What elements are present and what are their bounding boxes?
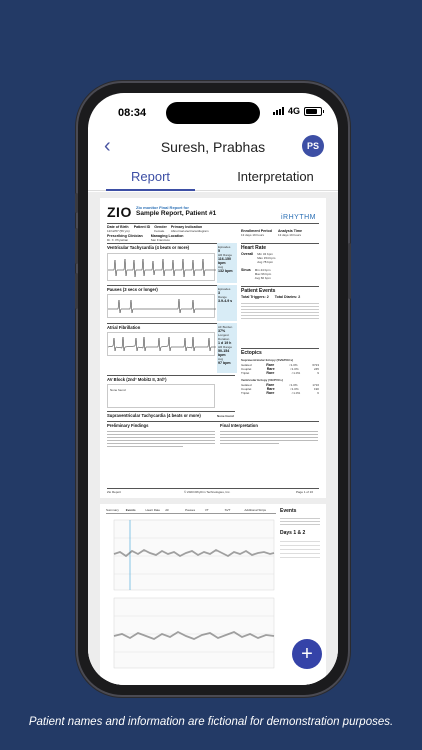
footer-page: Page 1 of 16: [296, 490, 314, 494]
days-label: Days 1 & 2: [280, 530, 306, 536]
nav-bar: [88, 133, 338, 163]
interpretation-heading: Final Interpretation: [220, 423, 258, 428]
av-block-heading: AV Block (2nd° Mobitz II, 3rd°): [107, 377, 167, 382]
heart-rate-heading: Heart Rate: [241, 245, 267, 251]
zio-logo: ZIO: [107, 204, 132, 220]
volume-up-button: [75, 228, 78, 264]
footer-copyright: © 2023 iRhythm Technologies, Inc.: [184, 490, 231, 494]
ectopics-heading: Ectopics: [241, 350, 262, 356]
tab-interpretation[interactable]: Interpretation: [237, 169, 314, 184]
prescriber-row: Prescribing Clinician Dr. X. Physician Managing Location San Francisco: [107, 234, 184, 242]
power-button: [348, 243, 351, 299]
status-icons: [273, 106, 322, 116]
sve-table: Isolated Rare <1.0% 6723 Couplet Rare <1.0% 245 Triplet Rare <1.0% 9: [241, 363, 319, 375]
report-page-1: [100, 198, 326, 498]
enrollment-row: Enrollment Period 13 days 19 hours Analysis Time 13 days 19 hours: [241, 229, 303, 237]
volume-down-button: [75, 273, 78, 309]
report-viewer[interactable]: [88, 192, 338, 685]
pause-stats-panel: Episodes 3 Range 3.9-4.9 s: [217, 285, 237, 321]
page2-tabs: Summary Events Heart Rate AF Pauses VT SVT Additional Strips: [106, 509, 276, 514]
phone-frame: [78, 83, 348, 695]
vtach-heading: Ventricular Tachycardia (4 beats or more): [107, 245, 190, 250]
avatar[interactable]: PS: [302, 135, 324, 157]
patient-events-heading: Patient Events: [241, 288, 276, 294]
side-button: [75, 193, 78, 213]
events-heading: Events: [280, 508, 297, 514]
events-list: [280, 516, 320, 527]
heart-rate-overall: Overall Min 34 bpm Max 154 bpm Avg 78 bpm: [241, 252, 276, 264]
heart-rate-trend-chart: [106, 518, 276, 685]
afib-stats-panel: AF Burden 37% Longest Duration 1 d 19 h HR Range 50-154 bpm Avg 97 bpm: [217, 323, 237, 373]
afib-heading: Atrial Fibrillation: [107, 325, 141, 330]
heart-rate-sinus: Sinus Min 44 bpm Max 96 bpm Avg 66 bpm: [241, 268, 272, 280]
afib-strip: [107, 332, 215, 356]
gender-field: Gender Female: [154, 225, 167, 233]
ve-table: Isolated Rare <1.0% 1716 Couplet Rare <1.0% 190 Triplet Rare <1.0% 6: [241, 383, 319, 395]
pauses-heading: Pauses (3 secs or longer): [107, 287, 158, 292]
interpretation-text: [220, 429, 318, 446]
status-bar: [88, 93, 338, 131]
patient-name-title: Suresh, Prabhas: [160, 139, 266, 155]
indication-field: Primary Indication Abnormal electrocardiogram: [170, 225, 209, 233]
svt-note: None found: [217, 414, 234, 418]
patient-events-table: [241, 301, 319, 321]
pauses-strip: [107, 294, 215, 318]
vtach-stats-panel: Episodes 5 HR Range 116-150 bpm Avg 132 bpm: [217, 243, 237, 283]
add-button[interactable]: +: [292, 639, 322, 669]
svt-heading: Supraventricular Tachycardia (4 beats or more): [107, 413, 201, 418]
demo-disclaimer: Patient names and information are fictional for demonstration purposes.: [28, 716, 394, 728]
footer-left: Zio Report: [107, 490, 122, 494]
vtach-strip: [107, 253, 215, 281]
findings-text: [107, 429, 215, 449]
battery-icon: [304, 107, 322, 116]
findings-heading: Preliminary Findings: [107, 423, 149, 428]
patient-info-row: [107, 225, 237, 233]
report-title: Sample Report, Patient #1: [136, 210, 217, 217]
patient-events-totals: Total Triggers: 2 Total Diaries: 2: [241, 295, 301, 299]
sve-heading: Supraventricular Ectopy (SVE/PACs): [241, 358, 294, 362]
dob-field: Date of Birth 12/12/67 (56 yrs): [107, 225, 130, 233]
signal-icon: [273, 107, 284, 115]
status-time: 08:34: [118, 107, 147, 119]
network-label: 4G: [287, 106, 300, 116]
report-subtitle: Zio monitor Final Report for: [136, 205, 189, 210]
tab-bar: [88, 165, 338, 191]
tab-report[interactable]: Report: [88, 165, 213, 190]
divider: [107, 223, 319, 224]
back-chevron-icon[interactable]: ‹: [104, 135, 111, 157]
patient-id-field: Patient ID: [133, 225, 151, 229]
app-screen: [88, 93, 338, 685]
dynamic-island: [166, 102, 260, 124]
chart-legend: [280, 538, 320, 561]
irhythm-logo: iRHYTHM: [281, 214, 316, 221]
av-block-strip: None found: [107, 384, 215, 408]
ve-heading: Ventricular Ectopy (VE/PVCs): [241, 378, 283, 382]
